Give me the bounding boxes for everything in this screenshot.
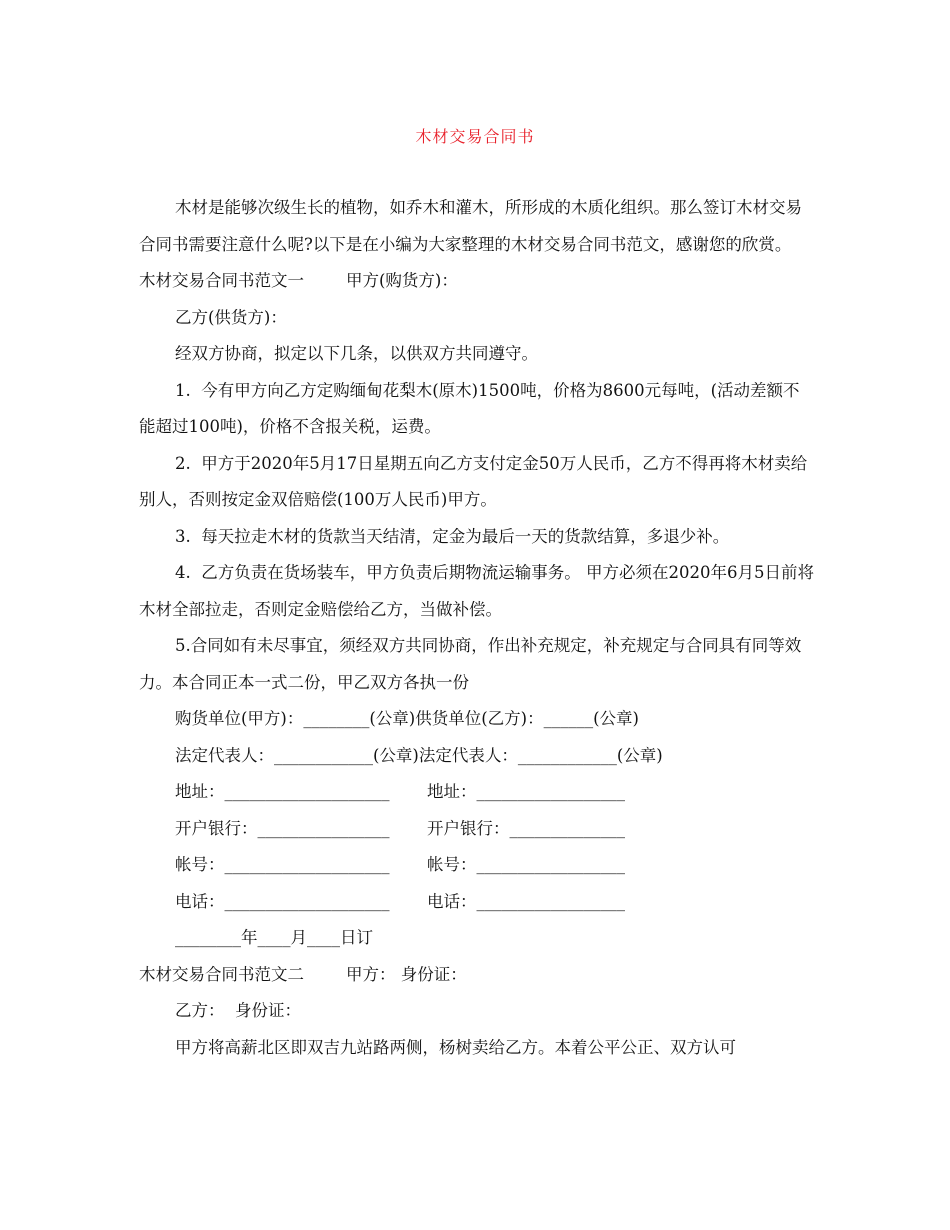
clause-5: 5.合同如有未尽事宜，须经双方共同协商，作出补充规定，补充规定与合同具有同等效力。本合同正本一式二份，甲乙双方各执一份 <box>139 636 802 692</box>
clause-4: 4. 乙方负责在货场装车，甲方负责后期物流运输事务。 甲方必须在2020年6月5日前将木材全部拉走，否则定金赔偿给乙方，当做补偿。 <box>139 563 814 619</box>
sample1-party-a: 甲方(购货方)： <box>346 271 458 290</box>
account-field-left: 帐号：____________________ <box>175 855 390 874</box>
bank-field-right: 开户银行：______________ <box>427 818 625 838</box>
clause-3: 3. 每天拉走木材的货款当天结清，定金为最后一天的货款结算，多退少补。 <box>175 526 730 546</box>
document-title: 木材交易合同书 <box>415 127 535 146</box>
account-field-right: 帐号：__________________ <box>427 855 625 874</box>
sample1-preamble: 经双方协商，拟定以下几条，以供双方共同遵守。 <box>175 344 538 363</box>
sample1-party-b: 乙方(供货方)： <box>175 307 287 327</box>
sample2-party-b: 乙方： 身份证： <box>175 1001 301 1020</box>
date-line: ________年____月____日订 <box>175 928 373 947</box>
account-row <box>139 847 814 884</box>
sample1-heading-row <box>139 263 814 300</box>
phone-field-right: 电话：__________________ <box>427 891 625 911</box>
sample2-text: 甲方将高薪北区即双吉九站路两侧，杨树卖给乙方。本着公平公正、双方认可 <box>175 1037 736 1057</box>
phone-row <box>139 884 814 921</box>
unit-signature-line: 购货单位(甲方)：________(公章)供货单位(乙方)：______(公章) <box>175 709 639 728</box>
bank-row <box>139 811 814 848</box>
address-row <box>139 774 814 811</box>
document-body <box>139 190 814 1066</box>
sample2-heading-row <box>139 957 814 994</box>
sample1-heading: 木材交易合同书范文一 <box>139 271 304 290</box>
clause-2: 2. 甲方于2020年5月17日星期五向乙方支付定金50万人民币，乙方不得再将木材卖给别人，否则按定金双倍赔偿(100万人民币)甲方。 <box>139 453 808 509</box>
address-field-right: 地址：__________________ <box>427 782 625 801</box>
address-field-left: 地址：____________________ <box>175 782 390 801</box>
sample2-heading: 木材交易合同书范文二 <box>139 964 304 984</box>
representative-signature-line: 法定代表人：____________(公章)法定代表人：____________(公章) <box>175 745 663 765</box>
phone-field-left: 电话：____________________ <box>175 891 390 911</box>
sample2-party-a: 甲方： 身份证： <box>346 964 467 984</box>
clause-1: 1. 今有甲方向乙方定购缅甸花梨木(原木)1500吨，价格为8600元每吨，(活动差额不能超过100吨)，价格不含报关税，运费。 <box>139 380 800 436</box>
intro-paragraph: 木材是能够次级生长的植物，如乔木和灌木，所形成的木质化组织。那么签订木材交易合同书需要注意什么呢?以下是在小编为大家整理的木材交易合同书范文，感谢您的欣赏。 <box>139 198 802 254</box>
bank-field-left: 开户银行：________________ <box>175 818 390 838</box>
